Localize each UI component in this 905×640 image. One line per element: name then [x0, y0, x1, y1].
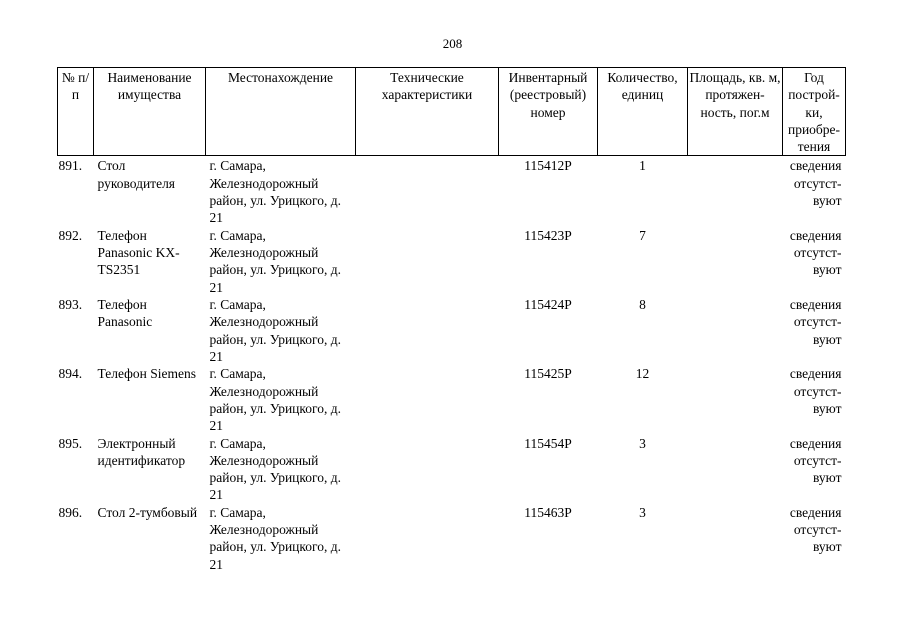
cell-year: сведения отсутст-вуют [789, 158, 842, 209]
cell-num: 891. [58, 158, 83, 174]
cell-quantity: 12 [635, 366, 650, 382]
table-row [58, 227, 846, 296]
cell-quantity: 1 [639, 158, 646, 174]
cell-year: сведения отсутст-вуют [789, 227, 842, 278]
cell-name: Электронный идентификатор [97, 435, 186, 468]
cell-location: г. Самара, Железнодорожный район, ул. Урицкого, д. 21 [209, 296, 341, 364]
cell-location: г. Самара, Железнодорожный район, ул. Урицкого, д. 21 [209, 227, 341, 295]
header-name: Наименование имущества [94, 68, 206, 156]
cell-num: 895. [58, 435, 83, 451]
cell-inventory: 115423Р [524, 227, 572, 243]
cell-area [688, 156, 783, 227]
cell-specs [356, 156, 499, 227]
cell-specs [356, 227, 499, 296]
cell-num: 893. [58, 296, 83, 312]
header-year: Год построй-ки, приобре-тения [783, 68, 846, 156]
cell-year: сведения отсутст-вуют [789, 435, 842, 486]
table-row [58, 365, 846, 434]
table-body [58, 156, 846, 573]
cell-location: г. Самара, Железнодорожный район, ул. Урицкого, д. 21 [209, 435, 341, 503]
header-area: Площадь, кв. м, протяжен-ность, пог.м [688, 68, 783, 156]
cell-year: сведения отсутст-вуют [789, 296, 842, 347]
table-row [58, 435, 846, 504]
cell-year: сведения отсутст-вуют [789, 366, 842, 416]
cell-quantity: 7 [639, 227, 646, 243]
cell-inventory: 115424Р [524, 296, 572, 312]
cell-num: 894. [58, 366, 83, 382]
cell-name: Стол руководителя [97, 158, 176, 191]
cell-num: 896. [58, 504, 83, 520]
cell-location: г. Самара, Железнодорожный район, ул. Урицкого, д. 21 [209, 158, 341, 226]
cell-area [688, 227, 783, 296]
cell-inventory: 115454Р [524, 435, 572, 451]
table-header-row [58, 68, 846, 156]
cell-quantity: 8 [639, 296, 646, 312]
cell-name: Телефон Panasonic KX-TS2351 [97, 227, 180, 278]
header-location: Местонахождение [206, 68, 356, 156]
cell-inventory: 115412Р [524, 158, 572, 174]
header-inventory: Инвентарный (реестровый) номер [499, 68, 598, 156]
cell-specs [356, 296, 499, 365]
cell-area [688, 504, 783, 573]
cell-specs [356, 504, 499, 573]
page-number: 208 [442, 36, 463, 51]
header-quantity: Количество, единиц [598, 68, 688, 156]
table-row [58, 156, 846, 227]
cell-inventory: 115425Р [524, 366, 572, 382]
cell-location: г. Самара, Железнодорожный район, ул. Урицкого, д. 21 [209, 366, 341, 434]
cell-area [688, 435, 783, 504]
cell-location: г. Самара, Железнодорожный район, ул. Урицкого, д. 21 [209, 504, 341, 572]
cell-area [688, 365, 783, 434]
table-row [58, 296, 846, 365]
table-row [58, 504, 846, 573]
cell-num: 892. [58, 227, 83, 243]
cell-specs [356, 435, 499, 504]
header-num: № п/п [58, 68, 94, 156]
cell-name: Телефон Siemens [97, 366, 196, 382]
property-table [57, 67, 846, 573]
cell-inventory: 115463Р [524, 504, 572, 520]
cell-name: Телефон Panasonic [97, 296, 153, 330]
cell-specs [356, 365, 499, 434]
cell-quantity: 3 [639, 435, 646, 451]
cell-name: Стол 2-тумбовый [97, 504, 198, 520]
cell-area [688, 296, 783, 365]
header-specs: Технические характеристики [356, 68, 499, 156]
cell-quantity: 3 [639, 504, 646, 520]
cell-year: сведения отсутст-вуют [789, 504, 842, 555]
